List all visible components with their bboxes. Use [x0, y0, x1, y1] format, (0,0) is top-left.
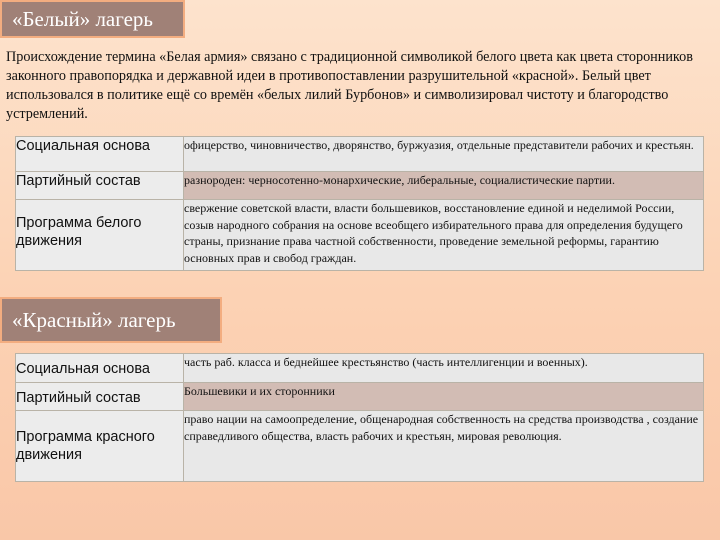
table-row — [16, 354, 704, 383]
row-label-party-composition: Партийный состав — [16, 172, 184, 200]
row-label-party-composition: Партийный состав — [16, 383, 184, 411]
row-label-program: Программа белого движения — [16, 200, 184, 271]
row-label-social-base: Социальная основа — [16, 137, 184, 172]
white-intro-paragraph: Происхождение термина «Белая армия» связано с традиционной символикой белого цвета как цвета сторонников законного правопорядка и державной идеи в противопоставлении разрушительной «красной». Белый цвет использовался в политике ещё со времён «белых лилий Бурбонов» и символизировал чистоту и благородство устремлений. — [6, 49, 693, 122]
red-camp-title: «Красный» лагерь — [0, 297, 222, 343]
row-value-party-composition: Большевики и их сторонники — [184, 383, 704, 411]
row-value-party-composition: разнороден: черносотенно-монархические, либеральные, социалистические партии. — [184, 172, 704, 200]
table-row — [16, 137, 704, 172]
white-camp-table — [15, 136, 704, 271]
row-value-social-base: офицерство, чиновничество, дворянство, буржуазия, отдельные представители рабочих и крестьян. — [184, 137, 704, 172]
row-value-program: свержение советской власти, власти большевиков, восстановление единой и неделимой России, созыв народного собрания на основе всеобщего избирательного права для определения будущего страны, признание права частной собственности, проведение земельной реформы, гарантию основных прав и свобод граждан. — [184, 200, 704, 271]
row-value-program: право нации на самоопределение, общенародная собственность на средства производства , создание справедливого общества, власть рабочих и крестьян, мировая революция. — [184, 411, 704, 482]
row-label-program: Программа красного движения — [16, 411, 184, 482]
table-row — [16, 172, 704, 200]
row-label-social-base: Социальная основа — [16, 354, 184, 383]
white-camp-title: «Белый» лагерь — [0, 0, 185, 38]
table-row — [16, 200, 704, 271]
table-row — [16, 411, 704, 482]
row-value-social-base: часть раб. класса и беднейшее крестьянство (часть интеллигенции и военных). — [184, 354, 704, 383]
red-camp-table — [15, 353, 704, 482]
table-row — [16, 383, 704, 411]
